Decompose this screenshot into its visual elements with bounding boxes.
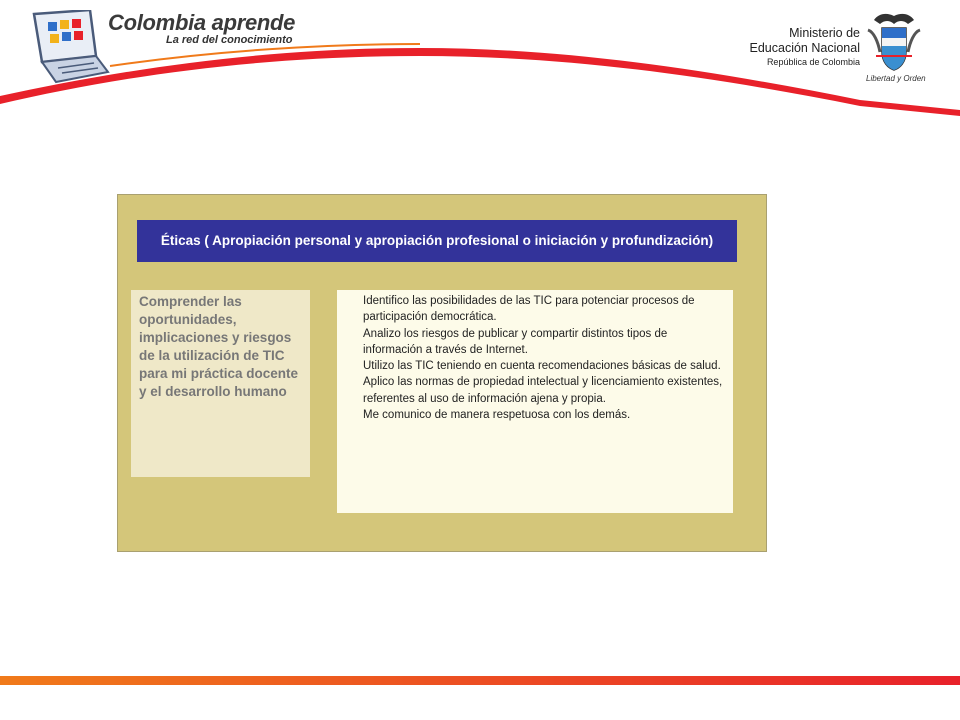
ministry-name: [750, 26, 861, 69]
ministry-line-2: Educación Nacional: [749, 41, 860, 55]
indicator-item: Utilizo las TIC teniendo en cuenta recomendaciones básicas de salud.: [363, 360, 721, 373]
brand: [108, 10, 295, 46]
indicator-item: Me comunico de manera respetuosa con los demás.: [363, 409, 631, 422]
crest-motto: Libertad y Orden: [866, 74, 926, 83]
brand-subtitle: La red del conocimiento: [166, 34, 293, 46]
indicator-item: Aplico las normas de propiedad intelectual y licenciamiento existentes, referentes al uso de información ajena y propia.: [363, 376, 723, 405]
indicators-box: [337, 290, 733, 513]
ministry-line-3: República de Colombia: [766, 57, 860, 67]
laptop-logo-icon: [30, 10, 110, 84]
coat-of-arms-icon: [864, 12, 924, 74]
brand-title: Colombia aprende: [108, 10, 296, 35]
competency-box: Comprender las oportunidades, implicaciones y riesgos de la utilización de TIC para mi práctica docente y el desarrollo humano: [131, 290, 310, 477]
ministry-line-1: Ministerio de: [789, 26, 860, 40]
indicator-item: Identifico las posibilidades de las TIC para potenciar procesos de participación democrática.: [363, 295, 695, 324]
panel-title: Éticas ( Apropiación personal y apropiación profesional o iniciación y profundización): [137, 220, 737, 262]
indicator-item: Analizo los riesgos de publicar y compartir distintos tipos de información a través de Internet.: [363, 327, 668, 356]
footer-bar: [0, 676, 960, 685]
